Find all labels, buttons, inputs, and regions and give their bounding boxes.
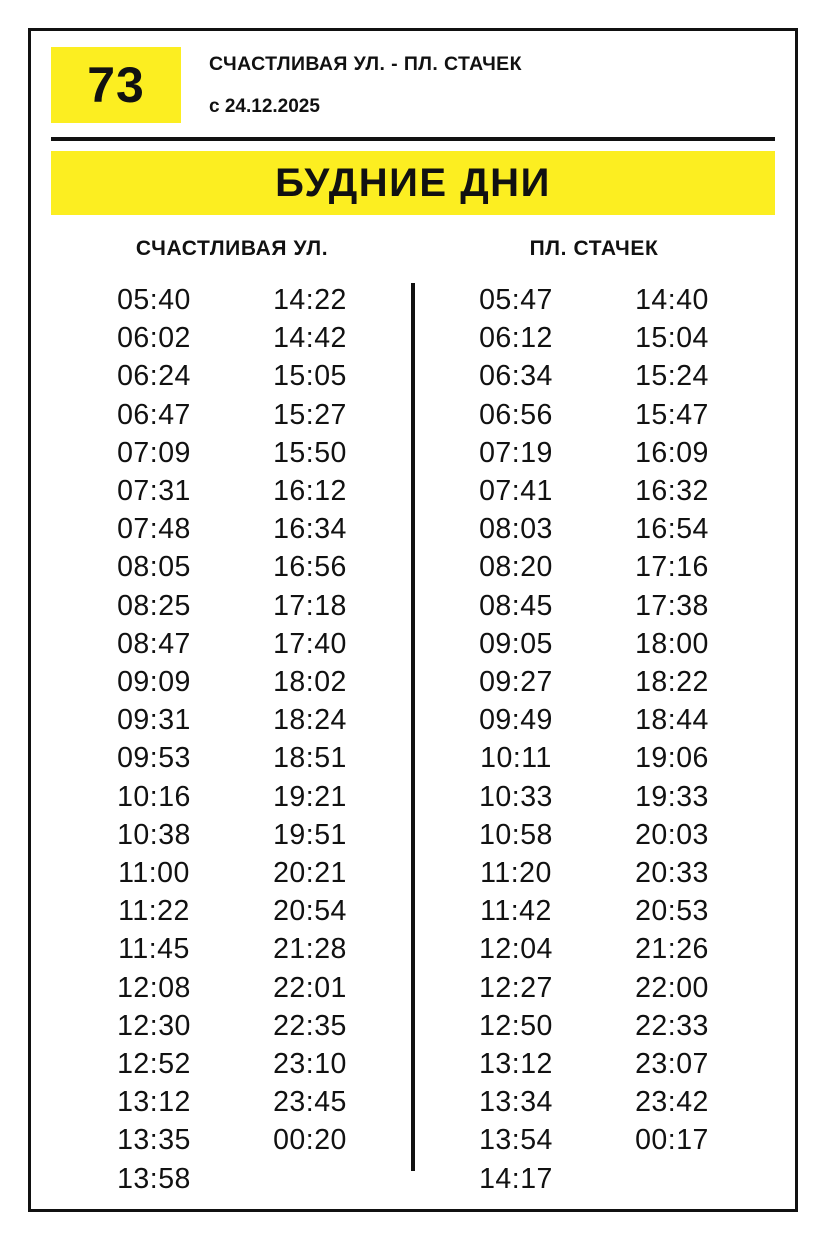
departure-time: 08:25 <box>117 589 191 622</box>
departure-time: 13:34 <box>479 1086 553 1119</box>
departure-time: 21:28 <box>273 933 347 966</box>
departure-time: 12:04 <box>479 933 553 966</box>
time-column <box>94 281 214 1198</box>
departure-time: 00:17 <box>635 1124 709 1157</box>
departure-time: 06:12 <box>479 322 553 355</box>
route-number-badge <box>51 47 181 123</box>
departure-time: 12:50 <box>479 1009 553 1042</box>
header-text-block <box>209 47 522 118</box>
departure-time: 00:20 <box>273 1124 347 1157</box>
departure-time: 20:33 <box>635 857 709 890</box>
departure-time: 12:08 <box>117 971 191 1004</box>
departure-time: 13:12 <box>117 1086 191 1119</box>
time-column <box>612 281 732 1198</box>
departure-time: 09:09 <box>117 666 191 699</box>
departure-time: 13:54 <box>479 1124 553 1157</box>
departure-time: 09:05 <box>479 627 553 660</box>
departure-time: 17:38 <box>635 589 709 622</box>
departure-time: 19:33 <box>635 780 709 813</box>
departure-time: 18:44 <box>635 704 709 737</box>
departure-time: 15:05 <box>273 360 347 393</box>
departure-time: 11:22 <box>118 895 190 928</box>
departure-time: 10:16 <box>117 780 191 813</box>
departure-time: 16:12 <box>273 475 347 508</box>
departure-time: 08:47 <box>117 627 191 660</box>
departure-time: 23:10 <box>273 1048 347 1081</box>
departure-time: 17:40 <box>273 627 347 660</box>
departure-time: 09:53 <box>117 742 191 775</box>
departure-time: 22:00 <box>635 971 709 1004</box>
departure-time: 20:53 <box>635 895 709 928</box>
departure-time: 10:33 <box>479 780 553 813</box>
day-type-label: БУДНИЕ ДНИ <box>275 160 551 205</box>
departure-time: 18:24 <box>273 704 347 737</box>
valid-from-date: с 24.12.2025 <box>209 96 320 117</box>
departure-time: 18:00 <box>635 627 709 660</box>
departure-time: 15:27 <box>273 398 347 431</box>
departure-time: 19:51 <box>273 818 347 851</box>
departure-time: 07:48 <box>117 513 191 546</box>
departure-time: 09:27 <box>479 666 553 699</box>
departure-time: 06:56 <box>479 398 553 431</box>
time-column <box>250 281 370 1198</box>
departure-time: 12:30 <box>117 1009 191 1042</box>
departure-time: 14:17 <box>479 1162 553 1195</box>
column-divider <box>411 283 415 1171</box>
departure-time: 22:33 <box>635 1009 709 1042</box>
direction-times-left <box>51 281 413 1198</box>
departure-time: 09:31 <box>117 704 191 737</box>
departure-time: 11:42 <box>480 895 552 928</box>
departure-time: 13:35 <box>117 1124 191 1157</box>
departure-time: 11:45 <box>118 933 190 966</box>
departure-time: 19:21 <box>273 780 347 813</box>
departure-time: 11:00 <box>118 857 190 890</box>
departure-time: 13:58 <box>117 1162 191 1195</box>
departure-time: 11:20 <box>480 857 552 890</box>
departure-time: 15:47 <box>635 398 709 431</box>
departure-time: 05:47 <box>479 284 553 316</box>
departure-time: 12:52 <box>117 1048 191 1081</box>
departure-time: 08:20 <box>479 551 553 584</box>
departure-time: 08:45 <box>479 589 553 622</box>
departure-time: 06:24 <box>117 360 191 393</box>
departure-time: 23:45 <box>273 1086 347 1119</box>
departure-time: 07:41 <box>479 475 553 508</box>
departure-time: 14:40 <box>635 284 709 316</box>
departure-time: 21:26 <box>635 933 709 966</box>
direction-name: СЧАСТЛИВАЯ УЛ. <box>135 237 329 260</box>
departure-time: 14:42 <box>273 322 347 355</box>
departure-time: 15:24 <box>635 360 709 393</box>
departure-time: 06:02 <box>117 322 191 355</box>
departure-time: 20:54 <box>273 895 347 928</box>
departure-time: 15:50 <box>273 436 347 469</box>
departure-time: 07:19 <box>479 436 553 469</box>
timetable-poster <box>28 28 798 1212</box>
route-number: 73 <box>87 57 145 113</box>
direction-times-right <box>413 281 775 1198</box>
departure-time: 12:27 <box>479 971 553 1004</box>
day-type-banner <box>51 151 775 215</box>
departure-time: 22:35 <box>273 1009 347 1042</box>
poster-header <box>31 31 795 133</box>
departure-time: 22:01 <box>273 971 347 1004</box>
departure-time: 23:07 <box>635 1048 709 1081</box>
departure-time: 07:09 <box>117 436 191 469</box>
header-divider <box>51 137 775 141</box>
timetable-body <box>31 281 795 1198</box>
departure-time: 08:03 <box>479 513 553 546</box>
departure-time: 16:32 <box>635 475 709 508</box>
time-column <box>456 281 576 1198</box>
direction-header-left <box>51 237 413 261</box>
departure-time: 20:03 <box>635 818 709 851</box>
route-title: СЧАСТЛИВАЯ УЛ. - ПЛ. СТАЧЕК <box>209 53 522 75</box>
departure-time: 19:06 <box>635 742 709 775</box>
departure-time: 08:05 <box>117 551 191 584</box>
direction-headers <box>31 237 795 261</box>
departure-time: 16:54 <box>635 513 709 546</box>
departure-time: 18:22 <box>635 666 709 699</box>
direction-name: ПЛ. СТАЧЕК <box>529 237 659 260</box>
departure-time: 09:49 <box>479 704 553 737</box>
departure-time: 07:31 <box>117 475 191 508</box>
departure-time: 06:47 <box>117 398 191 431</box>
departure-time: 16:09 <box>635 436 709 469</box>
departure-time: 10:11 <box>480 742 552 775</box>
departure-time: 06:34 <box>479 360 553 393</box>
departure-time: 16:56 <box>273 551 347 584</box>
departure-time: 10:58 <box>479 818 553 851</box>
departure-time: 23:42 <box>635 1086 709 1119</box>
departure-time: 20:21 <box>273 857 347 890</box>
departure-time: 13:12 <box>479 1048 553 1081</box>
departure-time: 10:38 <box>117 818 191 851</box>
departure-time: 14:22 <box>273 284 347 316</box>
direction-header-right <box>413 237 775 261</box>
departure-time: 16:34 <box>273 513 347 546</box>
departure-time: 17:18 <box>273 589 347 622</box>
departure-time: 17:16 <box>635 551 709 584</box>
departure-time: 18:02 <box>273 666 347 699</box>
departure-time: 05:40 <box>117 284 191 316</box>
departure-time: 15:04 <box>635 322 709 355</box>
departure-time: 18:51 <box>273 742 347 775</box>
